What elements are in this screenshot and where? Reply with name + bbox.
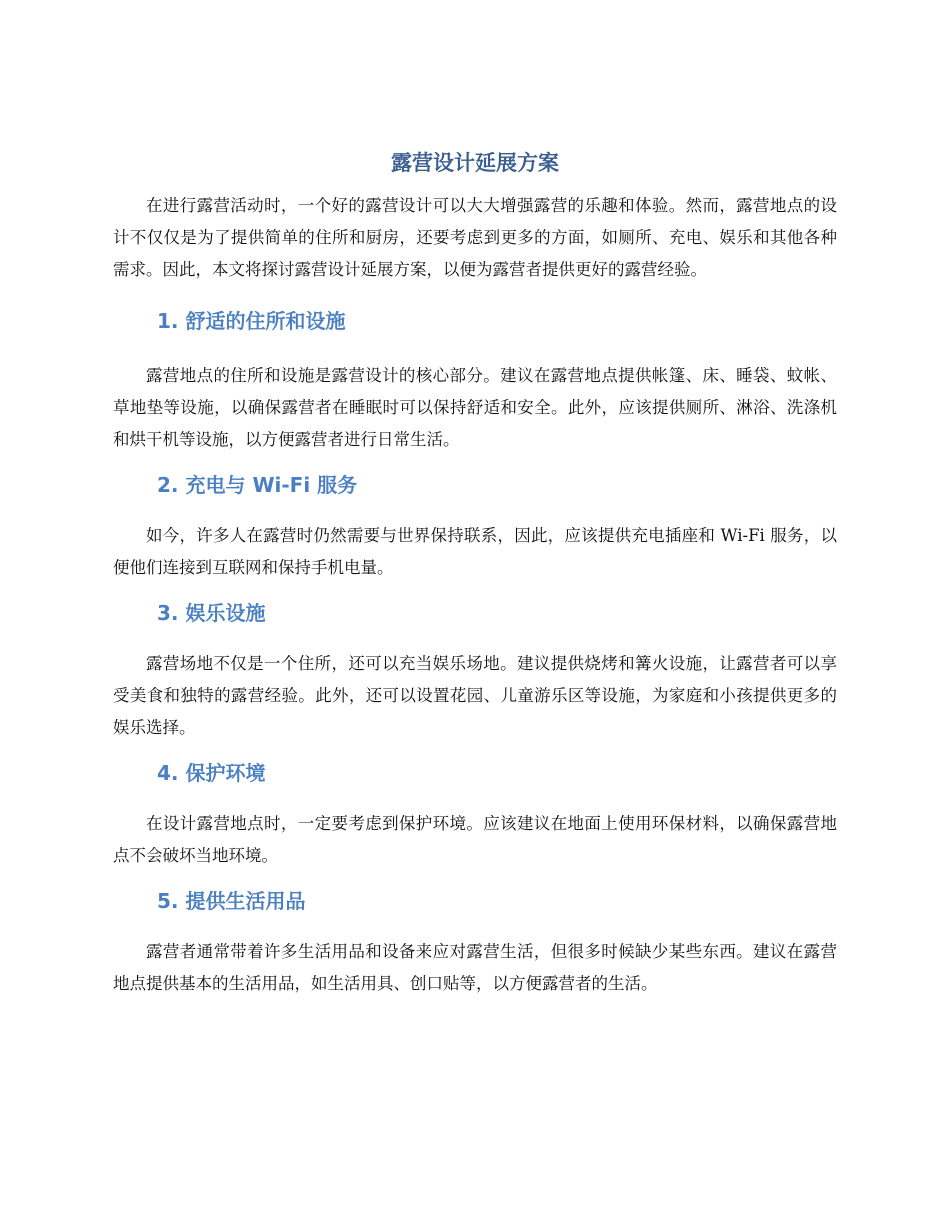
section-heading-1: 1. 舒适的住所和设施	[157, 309, 346, 333]
section-body-2: 如今，许多人在露营时仍然需要与世界保持联系，因此，应该提供充电插座和 Wi-Fi 服务，以便他们连接到互联网和保持手机电量。	[113, 526, 837, 577]
section-body-3: 露营场地不仅是一个住所，还可以充当娱乐场地。建议提供烧烤和篝火设施，让露营者可以享受美食和独特的露营经验。此外，还可以设置花园、儿童游乐区等设施，为家庭和小孩提供更多的娱乐选择。	[113, 654, 837, 737]
section-body-5: 露营者通常带着许多生活用品和设备来应对露营生活，但很多时候缺少某些东西。建议在露营地点提供基本的生活用品，如生活用具、创口贴等，以方便露营者的生活。	[113, 942, 837, 993]
section-heading-5: 5. 提供生活用品	[157, 889, 306, 913]
document-title: 露营设计延展方案	[391, 151, 559, 175]
intro-paragraph: 在进行露营活动时，一个好的露营设计可以大大增强露营的乐趣和体验。然而，露营地点的设计不仅仅是为了提供简单的住所和厨房，还要考虑到更多的方面，如厕所、充电、娱乐和其他各种需求。因此，本文将探讨露营设计延展方案，以便为露营者提供更好的露营经验。	[113, 196, 837, 279]
section-body-1: 露营地点的住所和设施是露营设计的核心部分。建议在露营地点提供帐篷、床、睡袋、蚊帐、草地垫等设施，以确保露营者在睡眠时可以保持舒适和安全。此外，应该提供厕所、淋浴、洗涤机和烘干机等设施，以方便露营者进行日常生活。	[113, 366, 837, 449]
section-body-4: 在设计露营地点时，一定要考虑到保护环境。应该建议在地面上使用环保材料，以确保露营地点不会破坏当地环境。	[113, 814, 837, 865]
section-heading-2: 2. 充电与 Wi-Fi 服务	[157, 473, 358, 497]
section-heading-4: 4. 保护环境	[157, 761, 266, 785]
section-heading-3: 3. 娱乐设施	[157, 601, 266, 625]
document-page	[113, 148, 837, 1000]
